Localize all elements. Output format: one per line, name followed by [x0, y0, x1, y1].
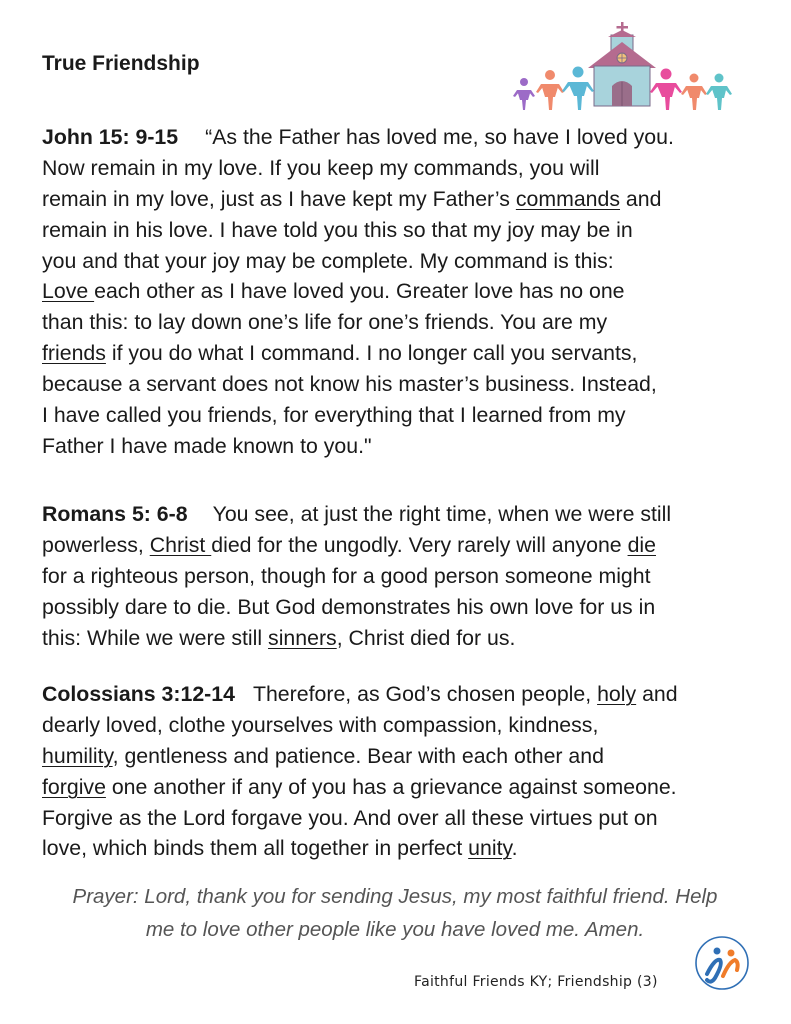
colossians-passage [42, 679, 777, 864]
colossians-line-5: Forgive as the Lord forgave you. And over all these virtues put on [42, 805, 658, 830]
colossians-line-3: humility, gentleness and patience. Bear with each other and [42, 743, 604, 768]
underlined-word: unity [468, 836, 512, 861]
church-with-people-icon [510, 20, 742, 112]
romans-reference: Romans 5: 6-8 [42, 502, 188, 526]
underlined-word: holy [597, 682, 637, 706]
romans-passage [42, 499, 777, 653]
john-line-10: I have called you friends, for everything that I learned from my [42, 403, 626, 428]
underlined-word: friends [42, 341, 106, 366]
romans-line-3: for a righteous person, though for a good person someone might [42, 563, 651, 588]
underlined-word: Love [42, 279, 95, 304]
john-line-8: friends if you do what I command. I no longer call you servants, [42, 341, 638, 366]
prayer-line-1: Prayer: Lord, thank you for sending Jesus, my most faithful friend. Help [72, 885, 718, 908]
john-line-5: you and that your joy may be complete. My command is this: [42, 248, 614, 273]
colossians-line-6: love, which binds them all together in perfect unity. [42, 836, 518, 861]
underlined-word: die [627, 532, 656, 557]
underlined-word: humility [42, 743, 113, 768]
john-line-1: John 15: 9-15 “As the Father has loved me, so have I loved you. [42, 125, 674, 149]
page-title: True Friendship [42, 52, 200, 75]
romans-line-2: powerless, Christ died for the ungodly. Very rarely will anyone die [42, 532, 656, 557]
john-reference: John 15: 9-15 [42, 125, 179, 149]
john-line-6: Love each other as I have loved you. Greater love has no one [42, 279, 625, 304]
john-line-2: Now remain in my love. If you keep my commands, you will [42, 155, 600, 180]
romans-line-4: possibly dare to die. But God demonstrates his own love for us in [42, 594, 656, 619]
prayer [20, 880, 770, 946]
colossians-reference: Colossians 3:12-14 [42, 682, 235, 706]
colossians-line-4: forgive one another if any of you has a grievance against someone. [42, 774, 677, 799]
prayer-line-2: me to love other people like you have loved me. Amen. [145, 918, 645, 941]
romans-line-1: Romans 5: 6-8 You see, at just the right time, when we were still [42, 502, 672, 526]
underlined-word: sinners [268, 625, 337, 650]
john-line-9: because a servant does not know his master’s business. Instead, [42, 372, 657, 397]
john-line-11: Father I have made known to you." [42, 433, 372, 458]
colossians-line-1: Colossians 3:12-14 Therefore, as God’s chosen people, holy and [42, 682, 678, 706]
john-line-7: than this: to lay down one’s life for one’s friends. You are my [42, 310, 608, 335]
footer-credit: Faithful Friends KY; Friendship (3) [414, 974, 658, 990]
faithful-friends-logo-icon [693, 934, 751, 992]
john-passage [42, 122, 777, 462]
john-line-3: remain in my love, just as I have kept my Father’s commands and [42, 186, 662, 211]
romans-line-5: this: While we were still sinners, Christ died for us. [42, 625, 516, 650]
underlined-word: commands [515, 186, 621, 211]
colossians-line-2: dearly loved, clothe yourselves with compassion, kindness, [42, 712, 599, 737]
john-line-4: remain in his love. I have told you this so that my joy may be in [42, 217, 633, 242]
underlined-word: Christ [149, 532, 212, 557]
underlined-word: forgive [42, 774, 106, 799]
